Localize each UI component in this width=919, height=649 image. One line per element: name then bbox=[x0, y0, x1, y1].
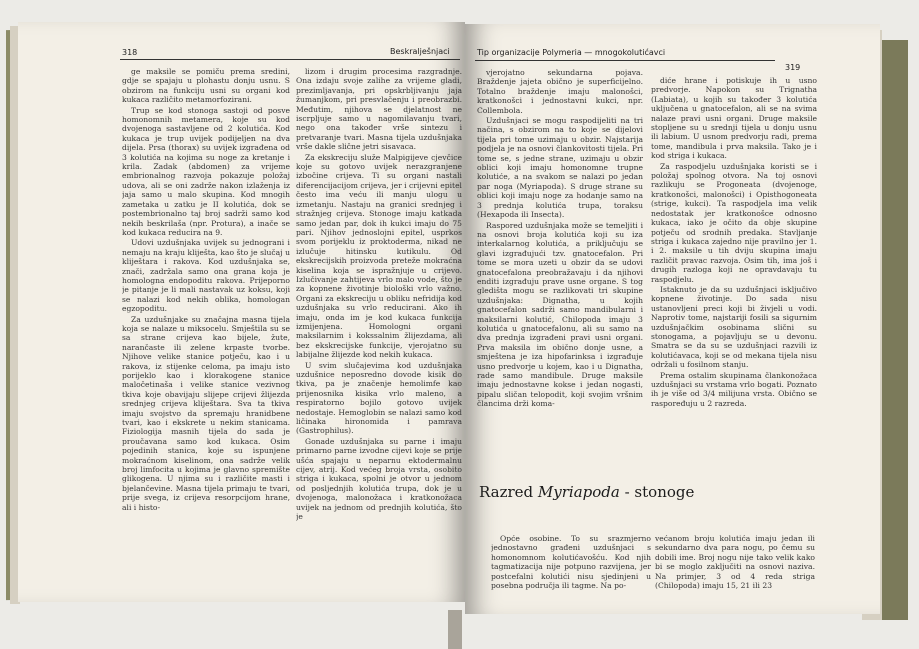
text-column-bottom-1 bbox=[491, 534, 651, 606]
section-heading-suffix: - stonoge bbox=[619, 483, 695, 501]
text-column-bottom-2 bbox=[655, 534, 815, 606]
paragraph: lizom i drugim procesima razgradnje. Ona izdaju svoje zalihe za vrijeme gladi, prezimljavanja, pri opskrbljivanju jaja žumanjkom, pri presvlačenju i preobrazbi. Međutim, njihova se djelatnost ne iscrpljuje samo u nagomilavanju tvari, nego ona također vrše sintezu i pretvaranje tvari. Masna tijela uzdušnjaka vrše dakle slične jetri sisavaca. bbox=[296, 67, 462, 152]
left-page bbox=[18, 22, 465, 602]
paragraph: Gonade uzdušnjaka su parne i imaju primarno parne izvodne cijevi koje se prije ušća spajaju u neparnu ektodermalnu cijev, atrij. Kod većeg broja vrsta, osobito striga i kukaca, spolni je otvor u jednom od posljednjih kolutića trupa, dok je u dvojenoga, malonožaca i kratkonožaca uvijek na jednom od prednjih kolutića, što je bbox=[296, 436, 462, 522]
text-column-left-1 bbox=[122, 67, 290, 595]
paragraph: Za ekskreciju služe Malpigijeve cjevčice koje su gotovo uvijek nerazgranjene izbočine crijeva. Ti su organi nastali diferencijacijom crijeva, jer i crijevni epitel često ima veću ili manju ulogu u izmetanju. Nastaju na granici srednjeg i stražnjeg crijeva. Stonoge imaju katkada samo jedan par, dok ih kukci imaju do 75 pari. Njihov jednoslojni epitel, usprkos svom porijeklu iz proktoderma, nikad ne izlučuje hitinsku kutikulu. Od ekskrecijskih proizvoda preteže mokraćna kiselina koja se ispražnjuje u crijevo. Izlučivanje zahtijeva vrlo malo vode, što je za kopnene životinje biološki vrlo važno. Organi za ekskreciju u obliku nefridija kod uzdušnjaka su vrlo reducirani. Ako ih imaju, onda im je kod kukaca funkcija izmijenjena. Homologni organi maksilarnim i kokssalnim žlijezdama, ali bez ekskrecijske funkcije, vjerojatno su labijalne žlijezde kod nekih kukaca. bbox=[296, 152, 462, 360]
page-number-right: 319 bbox=[785, 63, 801, 72]
section-heading-prefix: Razred bbox=[479, 483, 538, 501]
section-heading bbox=[479, 483, 694, 501]
paragraph: vjerojatno sekundarna pojava. Braždenje jajeta obično je superficijelno. Totalno braždenje imaju malonošci, kratkonošci i jednostavni kukci, npr. Collembola. bbox=[477, 68, 643, 115]
paragraph: Uzdušnjaci se mogu raspodijeliti na tri načina, s obzirom na to koje se dijelovi tijela pri tome uzimaju u obzir. Najstarija podjela je na osnovi člankovitosti tijela. Pri tome se, s jedne strane, uzimaju u obzir oblici koji imaju homonomne trupne kolutiće, a na svakom se nalazi po jedan par noga (Myriapoda). S druge strane su oblici koji imaju noge za hodanje samo na 3 prednja kolutića trupa, toraksu (Hexapoda ili Insecta). bbox=[477, 116, 643, 220]
right-page bbox=[465, 24, 880, 614]
section-heading-taxon: Myriapoda bbox=[537, 483, 620, 501]
page-number-left: 318 bbox=[122, 48, 138, 57]
paragraph: Prema ostalim skupinama člankonožaca uzdušnjaci su vrstama vrlo bogati. Poznato ih je više od 3/4 milijuna vrsta. Obično se raspoređuju u 2 razreda. bbox=[651, 370, 817, 408]
paragraph: Raspored uzdušnjaka može se temeljiti i na osnovi broja kolutića koji su iza interkalarnog kolutića, a priključuju se glavi izgrađujući tzv. gnatocefalon. Pri tome se mora uzeti u obzir da se udovi gnatocefalona preobražavaju i da njihovi enditi izgrađuju prave usne organe. S tog gledišta mogu se razlikovati tri skupine uzdušnjaka: Dignatha, u kojih gnatocefalon sadrži samo mandibularni i maksilarni kolutić, Chilopoda imaju 3 kolutića u gnatocefalonu, ali su samo na dva prednja izgrađeni pravi usni organi. Prva maksila im obično donje usne, a smještena je iza hipofarinksa i izgrađuje usno predvorje u kojem, kao i u Dignatha, rade samo mandibule. Druge maksile imaju jednostavne kokse i jedan nogasti, pipalu sličan telopodit, koji svojim vršnim člancima drži koma- bbox=[477, 220, 643, 409]
paragraph: ge maksile se pomiču prema sredini, gdje se spajaju u plohastu donju usnu. S obzirom na funkciju usni su organi kod kukaca različito metamorfozirani. bbox=[122, 67, 290, 105]
bookmark-ribbon bbox=[448, 610, 462, 649]
header-rule-right bbox=[475, 60, 775, 61]
paragraph: Za uzdušnjake su značajna masna tijela koja se nalaze u miksocelu. Smještila su se sa strane crijeva kao bijele, žute, narančaste ili zelene krpaste tvorbe. Njihove velike stanice potječu, kao i u rakova, iz stijenke celoma, pa imaju isto porijeklo kao i klorakogene stanice maločetinaša i velike stanice vezivnog tkiva koje obavijaju slijepe crijevi žlijezda srednjeg crijeva kliještara. Sva ta tkiva imaju svojstvo da spremaju hranidbene tvari, kao i ekskrete u nekim stanicama. Fiziologija masnih tijela do sada je proučavana samo kod kukaca. Osim pojedinih stanica, koje su ispunjene mokraćnom kiselinom, ona sadrže velik broj limfocita u kojima je glavno spremište glikogena. U njima su i različite masti i bjelančevine. Masna tijela primaju te tvari, prije svega, iz crijeva resorpcijom hrane, ali i histo- bbox=[122, 314, 290, 512]
paragraph: Opće osobine. To su srazmjerno jednostavno građeni uzdušnjaci s homonomnom kolutićavošću. Kod njih tagmatizacija nije potpuno razvijena, jer postcefalni kolutići nisu sjedinjeni u posebna područja ili tagme. Na po- bbox=[491, 534, 651, 591]
paragraph: Za raspodjelu uzdušnjaka koristi se i položaj spolnog otvora. Na toj osnovi razlikuju se Progoneata (dvojenoge, kratkonošci, malonošci) i Opisthogoneata (strige, kukci). Ta raspodjela ima velik nedostatak jer kratkonošce odnosno kukaca, iako je očito da obje skupine potječu od srodnih predaka. Stavljanje striga i kukaca zajedno nije pravilno jer 1. i 2. maksile u tih dviju skupina imaju različit pravac razvoja. Osim tih, ima još i drugih razloga koji ne opravdavaju tu raspodjelu. bbox=[651, 161, 817, 284]
text-column-right-1 bbox=[477, 68, 643, 460]
header-rule-left bbox=[120, 59, 460, 60]
text-column-right-2 bbox=[651, 76, 817, 460]
paragraph: većanom broju kolutića imaju jedan ili sekundarno dva para nogu, po čemu su dobili ime. Broj nogu nije tako velik kako bi se moglo zaključiti na osnovi naziva. Na primjer, 3 od 4 reda striga (Chilopoda) imaju 15, 21 ili 23 bbox=[655, 534, 815, 591]
paragraph: diće hrane i potiskuje ih u usno predvorje. Napokon su Trignatha (Labiata), u kojih su također 3 kolutića uključena u gnatocefalon, ali se na svima nalaze pravi usni organi. Druge maksile stopljene su u srednji tijela u donju usnu ili labium. U usnom predvorju radi, prema tome, mandibula i prva maksila. Tako je i kod striga i kukaca. bbox=[651, 76, 817, 161]
running-head-left: Beskralješnjaci bbox=[390, 47, 450, 56]
running-head-right: Tip organizacije Polymeria — mnogokolutićavci bbox=[477, 48, 666, 57]
paragraph: Trup se kod stonoga sastoji od posve homonomnih metamera, koje su kod dvojenoga sastavljene od 2 kolutića. Kod kukaca je trup uvijek podijeljen na dva dijela. Prsa (thorax) su uvijek izgrađena od 3 kolutića na kojima su noge za kretanje i krila. Zadak (abdomen) za vrijeme embrionalnog razvoja pokazuje položaj udova, ali se oni zadrže nakon izlaženja iz jaja samo u malo skupina. Kod mnogih zametaka u zatku je II kolutića, dok se postembrionalno taj broj sadrži samo kod nekih beskrilaša (npr. Protura), a inače se kod kukaca reducira na 9. bbox=[122, 105, 290, 237]
paragraph: U svim slučajevima kod uzdušnjaka uzdušnice neposredno dovode kisik do tkiva, pa je značenje hemolimfe kao prijenosnika kisika vrlo maleno, a respiratorno bojilo gotovo uvijek nedostaje. Hemoglobin se nalazi samo kod ličinaka hironomida i pamrava (Gastrophilus). bbox=[296, 360, 462, 436]
paragraph: Istaknuto je da su uzdušnjaci isključivo kopnene životinje. Do sada nisu ustanovljeni preci koji bi živjeli u vodi. Naprotiv tome, najstariji fosili sa sigurnim uzdušnjačkim osobinama slični su stonogama, a pojavljuju se u devonu. Smatra se da su se uzdušnjaci razvili iz kolutićavaca, koji se od mekana tijela nisu održali u fosilnom stanju. bbox=[651, 284, 817, 370]
text-column-left-2 bbox=[296, 67, 462, 595]
paragraph: Udovi uzdušnjaka uvijek su jednograni i nemaju na kraju kliješta, kao što je slučaj u kliještara i rakova. Kod uzdušnjaka se, znači, zadržala samo ona grana koja je homologna endopoditu rakova. Prijeporno je pitanje je li mali nastavak uz koksu, koji se nalazi kod nekih oblika, homologan egzopoditu. bbox=[122, 238, 290, 314]
